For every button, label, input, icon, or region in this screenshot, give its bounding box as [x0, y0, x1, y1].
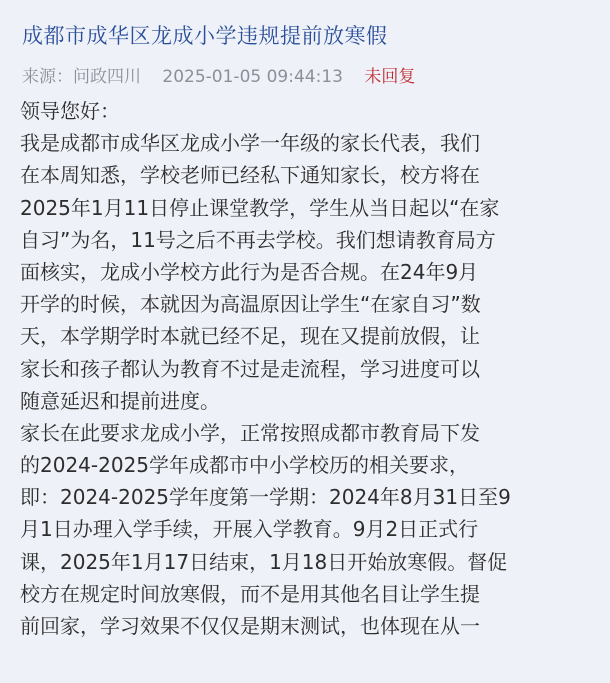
- body-line: 开学的时候，本就因为高温原因让学生“在家自习”数: [20, 292, 481, 317]
- body-line: 天，本学期学时本就已经不足，现在又提前放假，让: [20, 324, 480, 349]
- body-line: 领导您好：: [20, 99, 120, 123]
- body-line: 前回家，学习效果不仅仅是期末测试，也体现在从一: [20, 614, 480, 638]
- body-line: 随意延迟和提前进度。: [20, 388, 220, 413]
- body-line: 面核实，龙成小学校方此行为是否合规。在24年9月: [20, 259, 479, 284]
- post-source: 来源：问政四川: [22, 67, 141, 87]
- post-body: [20, 95, 600, 642]
- body-line: 自习”为名，11号之后不再去学校。我们想请教育局方: [20, 227, 496, 252]
- body-line: 的2024-2025学年成都市中小学校历的相关要求，: [20, 453, 470, 478]
- reply-status-badge: 未回复: [364, 67, 416, 87]
- body-line: 在本周知悉，学校老师已经私下通知家长，校方将在: [20, 163, 480, 188]
- body-line: 校方在规定时间放寒假，而不是用其他名目让学生提: [20, 581, 480, 606]
- body-line: 我是成都市成华区龙成小学一年级的家长代表，我们: [20, 131, 480, 156]
- body-line: 家长和孩子都认为教育不过是走流程，学习进度可以: [20, 356, 480, 381]
- body-line: 课，2025年1月17日结束，1月18日开始放寒假。督促: [20, 549, 508, 574]
- body-line: 家长在此要求龙成小学，正常按照成都市教育局下发: [20, 420, 480, 445]
- post-timestamp: 2025-01-05 09:44:13: [162, 67, 343, 87]
- body-line: 月1日办理入学手续，开展入学教育。9月2日正式行: [20, 517, 479, 542]
- body-line: 2025年1月11日停止课堂教学，学生从当日起以“在家: [20, 195, 500, 220]
- body-line: 即：2024-2025学年度第一学期：2024年8月31日至9: [20, 485, 511, 510]
- post-title: 成都市成华区龙成小学违规提前放寒假: [22, 24, 388, 48]
- post-meta: [22, 62, 415, 87]
